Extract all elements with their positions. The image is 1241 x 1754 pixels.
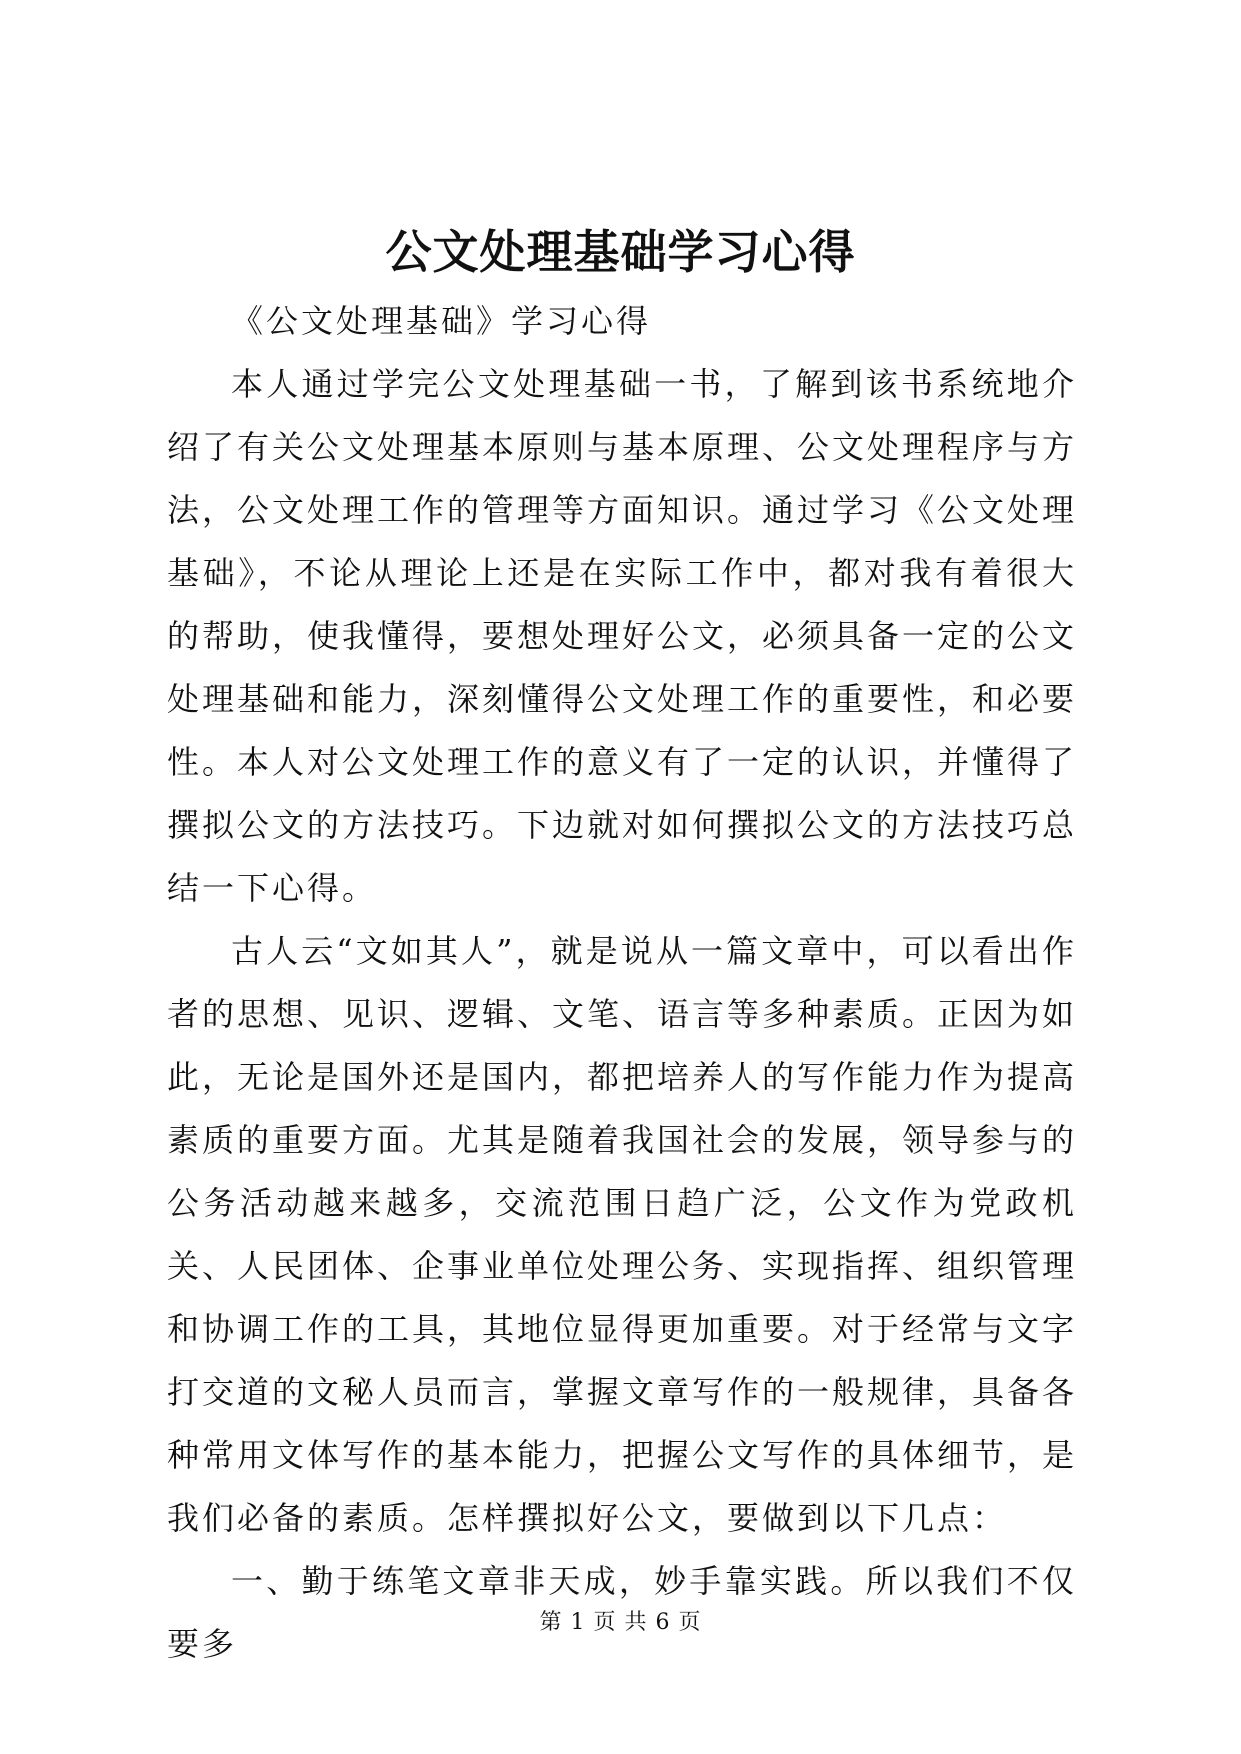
page-footer: 第 1 页 共 6 页 — [539, 1610, 702, 1635]
document-body — [167, 290, 1077, 1676]
body-paragraph: 本人通过学完公文处理基础一书，了解到该书系统地介绍了有关公文处理基本原则与基本原理、公文处理程序与方法，公文处理工作的管理等方面知识。通过学习《公文处理基础》，不论从理论上还是在实际工作中，都对我有着很大的帮助，使我懂得，要想处理好公文，必须具备一定的公文处理基础和能力，深刻懂得公文处理工作的重要性，和必要性。本人对公文处理工作的意义有了一定的认识，并懂得了撰拟公文的方法技巧。下边就对如何撰拟公文的方法技巧总结一下心得。 — [167, 365, 1078, 907]
body-paragraph: 古人云“文如其人”，就是说从一篇文章中，可以看出作者的思想、见识、逻辑、文笔、语言等多种素质。正因为如此，无论是国外还是国内，都把培养人的写作能力作为提高素质的重要方面。尤其是随着我国社会的发展，领导参与的公务活动越来越多，交流范围日趋广泛，公文作为党政机关、人民团体、企事业单位处理公务、实现指挥、组织管理和协调工作的工具，其地位显得更加重要。对于经常与文字打交道的文秘人员而言，掌握文章写作的一般规律，具备各种常用文体写作的基本能力，把握公文写作的具体细节，是我们必备的素质。怎样撰拟好公文，要做到以下几点： — [167, 932, 1078, 1537]
document-subtitle: 《公文处理基础》学习心得 — [231, 302, 652, 340]
body-paragraph: 一、勤于练笔文章非天成，妙手靠实践。所以我们不仅要多 — [167, 1562, 1077, 1663]
document-title: 公文处理基础学习心得 — [385, 225, 856, 279]
